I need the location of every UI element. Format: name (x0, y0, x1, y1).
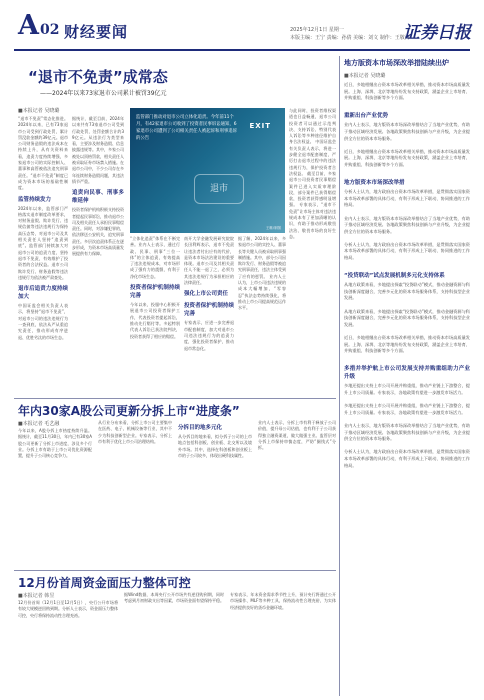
newspaper-logo: 证券日报 (403, 23, 471, 43)
main-illustration (130, 108, 285, 233)
article2-byline: ■本报记者 毛艺融 (18, 421, 60, 427)
article2-column-2: 从行业分布来看，分拆上市公司主要集中在医药、电子、机械设备等行业，其中不少为科技创新型企业。专家表示，分拆上市有利于优化上市公司治理结构。 (98, 420, 172, 444)
article2-column-4: 业内人士表示，分拆上市有利于释放子公司价值，提升母公司估值，也有利于子公司获得独立融资渠道，做大做强主业。监管层对分拆上市保持审慎态度，严防“圈钱式”分拆。 (258, 420, 336, 451)
delisting-sign: 退市 (194, 174, 244, 204)
exit-sign: EXIT (249, 122, 271, 130)
main-subhead: ——2024年以来73家退市公司累计被罚39亿元 (40, 90, 167, 97)
illustration-credit: 王琳/制图 (265, 226, 281, 230)
main-column-1: “退市不免责”常态化推进。2024年以来，已有73家退市公司受到行政处罚，累计罚没款金额约39亿元。退市公司财务造假的违法成本在持续上升，从有关资料来看，追责力度持续增强，多家退市公司的实际控制人、董事和高管被依法追究刑事责任。“退市不免责”制度已成为资本市场的基础性制度。 监管持续发力 2024年以来，监管部门严格落实退市制度改革要求，对财务造假、欺诈发行、违规信披等违法违规行为保持高压态势，对退市公司及其相关责任人坚持“追责到底”。监管部门持续加大对退市公司的追责力度，坚持退市不免责，有效维护了投资者的合法权益。退市公司欺诈发行、财务造假等违法违规行为依法被严肃查处。 退市后追责力度持续加大 中国证监会相关负责人表示，将坚持“退市不免责”，对退市公司的违法违规行为一查到底，依法从严从重追究责任，推动形成有序进退、优胜劣汰的市场生态。 (18, 116, 68, 340)
article3-column-1: 12月份首周（12月1日至12月5日），央行公开市场将有较大规模逆回购到期。分析人士表示，资金面压力整体可控，央行将保持流动性合理充裕。 (18, 600, 118, 618)
right-article-body: 近日，多地相继出台资本市场改革相关举措，推动资本市场高质量发展。上海、深圳、北京等地纷纷发布支持政策，涵盖企业上市培育、并购重组、科技创新等多个方面。 重新出台产业优势 业内人士表示，地方版资本市场深改举措结合了当地产业优势，有助于推动区域经济发展。各地政策聚焦科技创新与产业升级，为企业提供全方位的资本市场服务。 近日，多地相继出台资本市场改革相关举措，推动资本市场高质量发展。上海、深圳、北京等地纷纷发布支持政策，涵盖企业上市培育、并购重组、科技创新等多个方面。 地方版资本市场深改举措 分析人士认为，地方政府出台资本市场改革举措，是贯彻落实国家资本市场改革部署的具体行动，有利于形成上下联动、协同推进的工作格局。 业内人士表示，地方版资本市场深改举措结合了当地产业优势，有助于推动区域经济发展。各地政策聚焦科技创新与产业升级，为企业提供全方位的资本市场服务。 分析人士认为，地方政府出台资本市场改革举措，是贯彻落实国家资本市场改革部署的具体行动，有利于形成上下联动、协同推进的工作格局。 “投贷联动”试点发展机制多元化支持体系 从地方政策来看，多地提出探索“投贷联动”模式，推动金融资源与科技创新深度融合，完善多元化的资本市场服务体系，支持科技型企业发展。 从地方政策来看，多地提出探索“投贷联动”模式，推动金融资源与科技创新深度融合，完善多元化的资本市场服务体系，支持科技型企业发展。 近日，多地相继出台资本市场改革相关举措，推动资本市场高质量发展。上海、深圳、北京等地纷纷发布支持政策，涵盖企业上市培育、并购重组、科技创新等多个方面。 多措并举护航上市公司发展支持并购重组助力产业升级 多地还提出支持上市公司开展并购重组，推动产业链上下游整合，提升上市公司质量。专家表示，各地政策有望进一步激发市场活力。 多地还提出支持上市公司开展并购重组，推动产业链上下游整合，提升上市公司质量。专家表示，各地政策有望进一步激发市场活力。 业内人士表示，地方版资本市场深改举措结合了当地产业优势，有助于推动区域经济发展。各地政策聚焦科技创新与产业升级，为企业提供全方位的资本市场服务。 分析人士认为，地方政府出台资本市场改革举措，是贯彻落实国家资本市场改革部署的具体行动，有利于形成上下联动、协同推进的工作格局。 (344, 82, 470, 468)
page-number: A02 (18, 10, 60, 41)
section-title: 财经要闻 (64, 23, 129, 41)
column-separator (339, 56, 340, 696)
section-divider-1 (14, 398, 336, 399)
section-divider-2 (14, 570, 336, 571)
article2-column-1: 今年以来，A股分拆上市热度持续升温。据统计，截至11月30日，年内已有30家A股公司更新了分拆上市进度，涉及多个行业。分拆上市有助于上市公司优化资源配置，提升子公司核心竞争力。 (18, 428, 92, 459)
article2-column-3: 分拆目的地多元化 从分拆目的地来看，拟分拆子公司的上市地点包括科创板、创业板、北交所以及境外市场。其中，选择在科创板和创业板上市的子公司较多，体现出硬科技属性。 (178, 425, 252, 458)
article3-byline: ■本报记者 韩昱 (18, 593, 55, 599)
editor-credits: 本版主编：王宁 责编：孙倩 美编：刘文 制作：王敬涛 (290, 35, 410, 41)
header-rule (14, 49, 470, 51)
article2-headline: 年内30家A股公司更新分拆上市“进度条” (18, 404, 240, 418)
illustration-overlay-text: 监管部门推动对退市公司立体化追责。今年前11个月，有42家退市公司收到了投资者民事诉讼通知，6家退市公司遭到了公司相关责任人被起诉和刑事追诉的公告 (136, 115, 237, 141)
main-byline: ■本报记者 吴晓璐 (18, 108, 60, 114)
main-column-2: 据统计，截至目前，2024年以来共有73家退市公司受到行政处罚，处罚金额合计约39亿元。从违法行为类型来看，主要涉及财务造假、信息披露违规等。其中，多家公司被处以顶格罚款，相关责任人被采取证券市场禁入措施。在退市公司中，不少公司存在多年连续财务造假问题，其违法情节严重。 追责向民事、刑事多维延伸 投资者保护机构积极支持投资者提起民事诉讼，推动退市公司及相关责任人承担民事赔偿责任。同时，对涉嫌犯罪的，依法移送公安机关，追究刑事责任。多层次追责体系正在逐步形成，为资本市场高质量发展提供有力保障。 (72, 116, 124, 257)
main-headline: “退市不免责”成常态 (28, 68, 168, 86)
main-column-6: 与此同时，投资者维权渠道也日益畅通，退市公司投资者可以通过示范判决、支持诉讼、特别代表人诉讼等多种途径维护自身合法权益。 中国证监会有关负责人表示，将进一步健全退市配套制度，严厉打击退市过程中的违法违规行为，保护投资者合法权益。 截至目前，多家退市公司投资者民事赔偿案件已进入实质审理阶段，部分案件已获得赔偿款，投资者获得感明显增强。 专家表示，“退市不免责”让市场主体对违法违规成本有了更加清晰的认识，有助于推动形成敬畏法治、敬畏市场的良好生态。 (289, 108, 336, 239)
main-column-4: 南开大学金融发展研究院院长田利辉表示，退市不免责让违法者付出应有的代价，是资本市场法治建设的重要体现。退市公司及其相关责任人不能一退了之，必须为其违法违规行为承担相应的法律责任。 强化上市公司责任 投资者保护机制持续完善 专家表示，应进一步完善退市配套制度，加大对退市公司违法违规行为的追责力度，强化投资者保护，推动退市常态化。 (184, 236, 234, 351)
main-column-3: “立体化追责”体系在不断完善。业内人士表示，通过行政、民事、刑事“三位一体”的立体追责，有效提高了违法违规成本，对市场形成了强有力的震慑，有利于净化市场生态。 投资者保护机制持续完善 今年以来，投服中心积极开展退市公司投资者保护工作，代表投资者提起诉讼，推动先行赔付等。多起特别代表人诉讼已获法院判决，投资者获得了相应的赔偿。 (130, 236, 180, 339)
article3-column-3: 专家表示，年末资金需求季节性上升，预计央行将通过公开市场操作、MLF等多种工具，保持流动性合理充裕，为实体经济提供良好的货币金融环境。 (230, 592, 336, 610)
article3-column-2: 据Wind数据，本周央行公开市场共有逆回购到期，同时考虑到月初财政支出等因素，市场资金面有望保持平稳。 (124, 592, 224, 604)
main-column-5: 据了解，2024年以来，多家退市公司的实控人、董事长等关键人员被采取刑事强制措施。其中，部分公司因欺诈发行、财务造假等被追究刑事责任，违法主体受到了应有的惩罚。 业内人士认为，上市公司违法违规的成本大幅增加，“零容忍”执法态势持续强化，将推动上市公司提高规范运作水平。 (238, 236, 286, 311)
article3-headline: 12月份首周资金面压力整体可控 (18, 576, 191, 590)
right-headline: 地方版资本市场深改举措陆续出炉 (344, 59, 449, 67)
page-header (0, 0, 484, 56)
issue-date: 2025年12月1日 星期一 (290, 27, 344, 33)
right-byline: ■本报记者 吴晓璐 (344, 73, 386, 79)
